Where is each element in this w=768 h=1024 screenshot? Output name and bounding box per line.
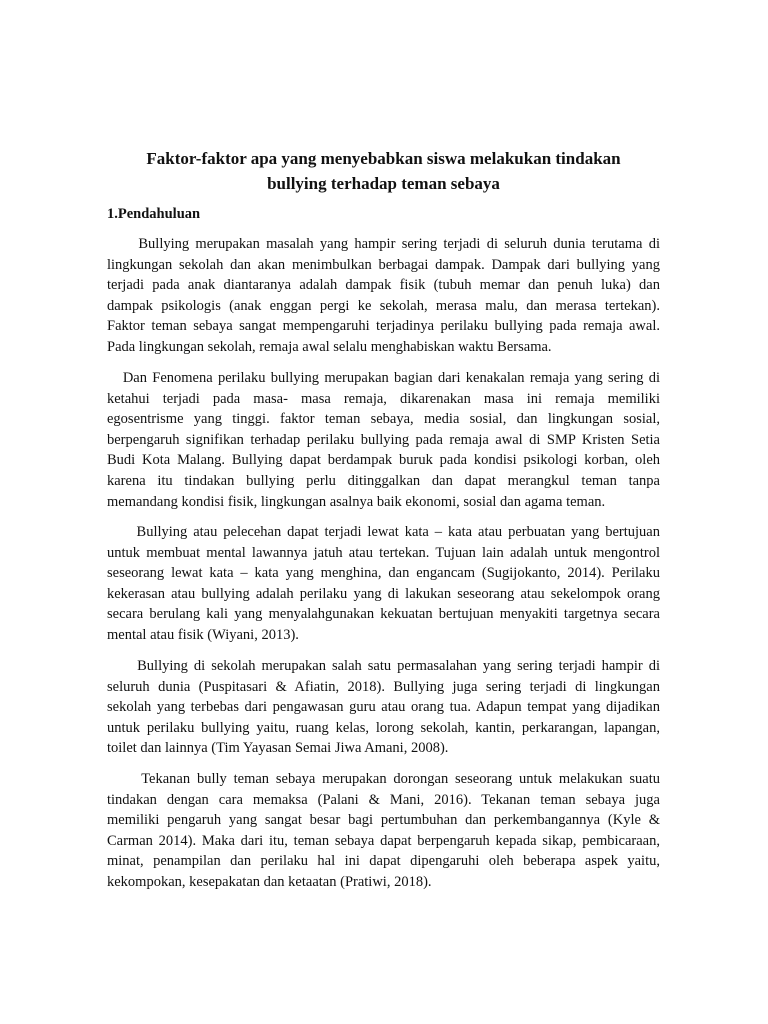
paragraph-line: mental atau fisik (Wiyani, 2013). xyxy=(107,626,299,643)
paragraph-line: Bullying di sekolah merupakan salah satu permasalahan yang sering terjadi hampir di xyxy=(107,658,660,674)
paragraph-3 xyxy=(107,522,660,646)
title-line: bullying terhadap teman sebaya xyxy=(267,174,500,193)
paragraph-line: memandang kondisi fisik, lingkungan asalnya baik ekonomi, sosial dan agama teman. xyxy=(107,493,606,510)
paragraph-line: lingkungan sekolah dan akan menimbulkan berbagai dampak. Dampak dari bullying yang xyxy=(107,256,660,273)
paragraph-line: kekerasan atau bullying adalah perilaku yang di lakukan seseorang atau sekelompok orang xyxy=(107,585,660,602)
paragraph-line: berpengaruh signifikan terhadap perilaku bullying pada remaja awal di SMP Kristen Setia xyxy=(107,431,660,448)
paragraph-line: sekolah yang terbebas dari pengawasan guru atau orang tua. Adapun tempat yang dijadikan xyxy=(107,699,660,716)
paragraph-line: terjadi pada anak diantaranya adalah dampak fisik (tubuh memar dan penuh luka) dan xyxy=(107,277,660,294)
paragraph-line: dampak psikologis (anak enggan pergi ke sekolah, merasa malu, dan merasa tertekan). xyxy=(107,297,660,314)
paragraph-line: Pada lingkungan sekolah, remaja awal selalu menghabiskan waktu Bersama. xyxy=(107,338,552,355)
paragraph-line: ketahui terjadi pada masa- masa remaja, dikarenakan masa ini remaja memiliki xyxy=(107,390,660,407)
paragraph-line: egosentrisme yang tinggi. faktor teman sebaya, media sosial, dan lingkungan sosial, xyxy=(107,411,660,428)
paragraph-line: karena itu tindakan bullying perlu ditinggalkan dan dapat merangkul teman tanpa xyxy=(107,472,660,489)
paragraph-line: untuk perilaku bullying yaitu, ruang kelas, lorong sekolah, kantin, perkarangan, lapangan, xyxy=(107,719,660,736)
paragraph-line: Dan Fenomena perilaku bullying merupakan bagian dari kenakalan remaja yang sering di xyxy=(107,370,660,386)
paragraph-line: kekompokan, kesepakatan dan ketaatan (Pratiwi, 2018). xyxy=(107,873,432,890)
paragraph-5 xyxy=(107,769,660,893)
paragraph-line: Budi Kota Malang. Bullying dapat berdampak buruk pada kondisi psikologi korban, oleh xyxy=(107,452,660,469)
paragraph-line: minat, penampilan dan perilaku hal ini dapat dipengaruhi oleh beberapa aspek yaitu, xyxy=(107,853,660,870)
paragraph-line: untuk membuat mental lawannya jatuh atau tertekan. Tujuan lain adalah untuk mengontrol xyxy=(107,544,660,561)
paragraph-line: Bullying merupakan masalah yang hampir sering terjadi di seluruh dunia terutama di xyxy=(107,236,660,252)
document-title xyxy=(107,146,660,196)
paragraph-1 xyxy=(107,234,660,358)
title-line: Faktor-faktor apa yang menyebabkan siswa melakukan tindakan xyxy=(146,149,621,168)
section-heading: 1.Pendahuluan xyxy=(107,206,201,222)
paragraph-line: seluruh dunia (Puspitasari & Afiatin, 2018). Bullying juga sering terjadi di lingkungan xyxy=(107,678,660,695)
paragraph-line: toilet dan lainnya (Tim Yayasan Semai Jiwa Amani, 2008). xyxy=(107,740,449,757)
paragraph-4 xyxy=(107,656,660,759)
paragraph-line: Bullying atau pelecehan dapat terjadi lewat kata – kata atau perbuatan yang bertujuan xyxy=(107,524,660,540)
paragraph-line: seseorang lewat kata – kata yang menghina, dan engancam (Sugijokanto, 2014). Perilaku xyxy=(107,565,660,582)
paragraph-2 xyxy=(107,368,660,512)
paragraph-line: memiliki pengaruh yang sangat besar bagi pertumbuhan dan perkembangannya (Kyle & xyxy=(107,812,660,829)
paragraph-line: tindakan dengan cara memaksa (Palani & Mani, 2016). Tekanan teman sebaya juga xyxy=(107,791,660,808)
paragraph-line: Faktor teman sebaya sangat mempengaruhi terjadinya perilaku bullying pada remaja awal. xyxy=(107,318,660,335)
paragraph-line: Carman 2014). Maka dari itu, teman sebaya dapat berpengaruh kepada sikap, pembicaraan, xyxy=(107,832,660,849)
paragraph-line: Tekanan bully teman sebaya merupakan dorongan seseorang untuk melakukan suatu xyxy=(107,771,660,787)
paragraph-line: secara berulang kali yang menyalahgunakan kekuatan bertujuan menyakiti targetnya secara xyxy=(107,606,660,623)
